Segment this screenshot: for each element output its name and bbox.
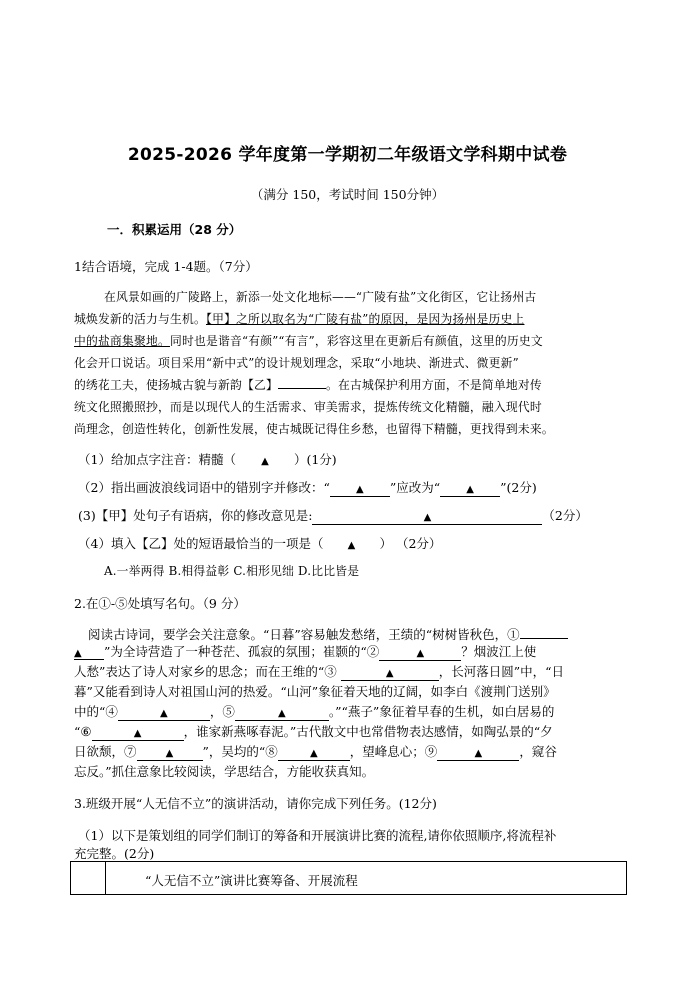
answer-blank[interactable] [520, 626, 568, 639]
answer-blank-triangle[interactable]: ▲ [261, 456, 269, 467]
answer-blank-triangle[interactable]: ▲ [137, 748, 203, 761]
q1-sub-3 [78, 506, 588, 525]
q2-text: ，窥谷 [519, 744, 557, 759]
flow-table [70, 861, 627, 895]
q1-passage-text: 城焕发新的活力与生机。 [74, 312, 206, 326]
q1-sub-3-score: （2分） [542, 508, 588, 523]
q1-passage-line-7: 尚理念，创造性转化，创新性发展，使古城既记得住乡愁，也留得下精髓，更找得到未来。 [74, 422, 554, 436]
q2-line-7 [74, 742, 557, 761]
q1-passage-text: 同时也是谐音“有颜”“有言”，彩容这里在更新后有颜值，这里的历史文 [169, 334, 543, 348]
q2-line-1 [88, 625, 568, 643]
answer-blank-triangle[interactable]: ▲ [74, 648, 104, 660]
q1-passage-text: 。在古城保护利用方面，不是简单地对传 [325, 378, 542, 392]
answer-blank-triangle[interactable]: ▲ [379, 648, 461, 661]
q2-text: 人愁”表达了诗人对家乡的思念；而在王维的“③ [74, 664, 341, 679]
answer-blank-triangle[interactable]: ▲ [278, 748, 350, 761]
q1-passage-text: 的绣花工夫，使扬城古貌与新韵【乙】 [74, 378, 278, 392]
q1-sub-2-score: ”(2分) [500, 480, 537, 495]
q1-sub-3-text: (3)【甲】处句子有语病，你的修改意见是: [78, 508, 313, 523]
q1-options: A.一举两得 B.相得益彰 C.相形见绌 D.比比皆是 [104, 564, 360, 578]
q2-text: ，长河落日圆”中，“日 [438, 664, 565, 679]
q1-sub-1 [78, 450, 337, 468]
flow-table-index-cell [71, 862, 106, 894]
answer-blank-triangle[interactable]: ▲ [347, 540, 356, 551]
q1-sub-2-text: （2）指出画波浪线词语中的错别字并修改：“ [78, 480, 330, 495]
q3-sub-1: （1）以下是策划组的同学们制订的筹备和开展演讲比赛的流程,请你依照顺序,将流程补 [78, 828, 557, 843]
q1-sub-1-text: （1）给加点字注音：精髓（ [78, 452, 236, 467]
q2-text: 中的“④ [74, 704, 118, 719]
q2-line-4: 暮”又能看到诗人对祖国山河的热爱。“山河”象征着天地的辽阔，如李白《渡荆门送别》 [74, 684, 556, 699]
q2-line-5 [74, 702, 554, 721]
q2-line-8: 忘反。”抓住意象比较阅读，学思结合，方能收获真知。 [74, 764, 375, 779]
answer-blank-triangle[interactable]: ▲ [440, 484, 500, 497]
q2-text: ，谁家新燕啄春泥。”古代散文中也常借物表达感情，如陶弘景的“夕 [183, 724, 553, 739]
q2-text: “⑥ [74, 724, 92, 739]
answer-blank-triangle[interactable]: ▲ [118, 708, 210, 721]
q1-jia-sentence-end: 中的盐商集聚地。 [74, 334, 170, 348]
q2-text: ”，吴均的“⑧ [202, 744, 278, 759]
q1-sub-1-score: ）(1分) [293, 452, 337, 467]
q1-intro: 1结合语境，完成 1-4题。（7分） [74, 259, 258, 274]
page-title: 2025-2026 学年度第一学期初二年级语文学科期中试卷 [127, 145, 568, 165]
answer-blank-triangle[interactable]: ▲ [92, 728, 184, 741]
q2-text: ”为全诗营造了一种苍茫、孤寂的氛围；崔颢的“② [104, 644, 380, 659]
section-heading: 一．积累运用（28 分） [107, 222, 242, 237]
answer-blank-triangle[interactable]: ▲ [341, 668, 439, 681]
q1-sub-4 [78, 534, 441, 552]
q1-passage-line-4: 化会开口说话。项目采用“新中式”的设计规划理念，采取“小地块、渐进式、微更新” [74, 356, 519, 370]
q1-jia-sentence: 【甲】之所以取名为“广陵有盐”的原因，是因为扬州是历史上 [205, 312, 525, 326]
q2-line-3 [74, 662, 564, 681]
answer-blank-triangle[interactable]: ▲ [312, 512, 542, 525]
q3-intro: 3.班级开展“人无信不立”的演讲活动，请你完成下列任务。(12分) [74, 796, 437, 811]
answer-blank-triangle[interactable]: ▲ [235, 708, 329, 721]
q2-line-2 [74, 642, 536, 661]
q2-text: ？烟波江上使 [461, 644, 537, 659]
page-subtitle: （满分 150，考试时间 150分钟） [250, 187, 445, 202]
q1-sub-2-text-mid: ”应改为“ [389, 480, 441, 495]
q1-passage-line-2 [74, 310, 524, 327]
q1-passage-line-5 [74, 376, 542, 393]
q1-sub-2 [78, 478, 537, 497]
q2-text: 日欲颓，⑦ [74, 744, 137, 759]
q1-passage-line-1: 在风景如画的广陵路上，新添一处文化地标——“广陵有盐”文化街区，它让扬州古 [104, 290, 537, 304]
q2-text: ，望峰息心；⑨ [349, 744, 438, 759]
q1-sub-4-score: ） （2分） [379, 536, 442, 551]
q1-passage-line-6: 统文化照搬照抄，而是以现代人的生活需求、审美需求，提炼传统文化精髓，融入现代时 [74, 400, 542, 414]
q2-line-6 [74, 722, 553, 741]
q3-sub-1-cont: 充完整。(2分) [74, 846, 155, 861]
q2-text: ，⑤ [209, 704, 235, 719]
q1-passage-line-3 [74, 332, 543, 349]
q2-text: 阅读古诗词，要学会关注意象。“日暮”容易触发愁绪，王绩的“树树皆秋色，① [88, 627, 520, 642]
flow-table-title: “人无信不立”演讲比赛筹备、开展流程 [145, 873, 358, 888]
answer-blank-triangle[interactable]: ▲ [437, 748, 519, 761]
q1-yi-blank[interactable] [278, 376, 326, 389]
answer-blank-triangle[interactable]: ▲ [330, 484, 390, 497]
q1-sub-4-text: （4）填入【乙】处的短语最恰当的一项是（ [78, 536, 324, 551]
q2-text: 。”“燕子”象征着早春的生机，如白居易的 [328, 704, 555, 719]
q2-intro: 2.在①-⑤处填写名句。（9 分） [74, 596, 246, 611]
